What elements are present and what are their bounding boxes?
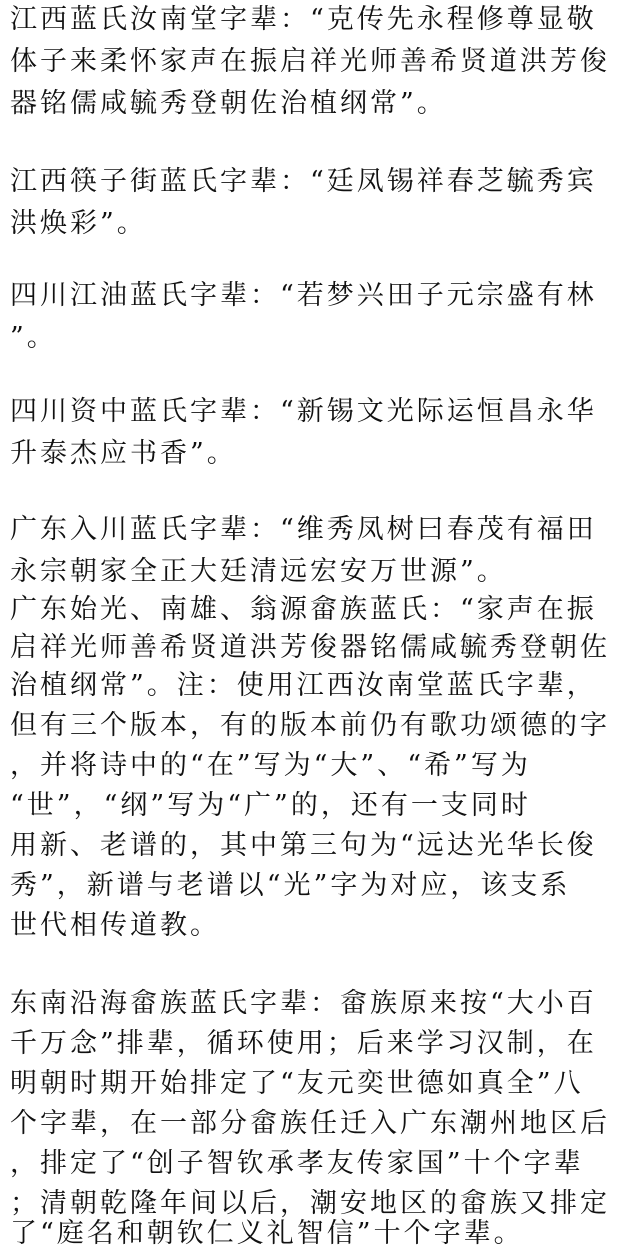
text-line: 启祥光师善希贤道洪芳俊器铭儒咸毓秀登朝佐 <box>10 632 610 663</box>
text-line: 世代相传道教。 <box>10 910 220 941</box>
text-line: ，并将诗中的“在”写为“大”、“希”写为 <box>10 750 531 781</box>
text-line: 体子来柔怀家声在振启祥光师善希贤道洪芳俊 <box>10 46 610 77</box>
text-line: 个字辈，在一部分畲族任迁入广东潮州地区后 <box>10 1108 610 1139</box>
text-line: ”。 <box>10 322 57 353</box>
text-line: ，排定了“创子智钦承孝友传家国”十个字辈 <box>10 1148 584 1179</box>
text-line: 但有三个版本，有的版本前仍有歌功颂德的字 <box>10 710 610 741</box>
text-line: 洪焕彩”。 <box>10 208 147 239</box>
text-line: 千万念”排辈，循环使用；后来学习汉制，在 <box>10 1028 597 1059</box>
text-line: 器铭儒咸毓秀登朝佐治植纲常”。 <box>10 88 447 119</box>
text-line: 明朝时期开始排定了“友元奕世德如真全”八 <box>10 1068 584 1099</box>
text-line: 永宗朝家全正大廷清远宏安万世源”。 <box>10 556 507 587</box>
text-line: 升泰杰应书香”。 <box>10 438 237 469</box>
text-line: ；清朝乾隆年间以后，潮安地区的畲族又排定 <box>10 1188 610 1219</box>
text-line: 广东入川蓝氏字辈：“维秀凤树曰春茂有福田 <box>10 514 597 545</box>
text-line: 了“庭名和朝钦仁义礼智信”十个字辈。 <box>10 1218 524 1249</box>
text-line: 江西蓝氏汝南堂字辈：“克传先永程修尊显敬 <box>10 4 597 35</box>
text-line: 治植纲常”。注：使用江西汝南堂蓝氏字辈， <box>10 670 597 701</box>
text-line: 广东始光、南雄、翁源畲族蓝氏：“家声在振 <box>10 594 597 625</box>
text-line: 江西筷子街蓝氏字辈：“廷凤锡祥春芝毓秀宾 <box>10 166 597 197</box>
text-line: 四川资中蓝氏字辈：“新锡文光际运恒昌永华 <box>10 396 597 427</box>
text-line: 东南沿海畲族蓝氏字辈：畲族原来按“大小百 <box>10 988 597 1019</box>
text-line: 用新、老谱的，其中第三句为“远达光华长俊 <box>10 830 597 861</box>
text-line: 秀”，新谱与老谱以“光”字为对应，该支系 <box>10 870 571 901</box>
text-line: “世”，“纲”写为“广”的，还有一支同时 <box>10 790 531 821</box>
text-line: 四川江油蓝氏字辈：“若梦兴田子元宗盛有林 <box>10 280 597 311</box>
